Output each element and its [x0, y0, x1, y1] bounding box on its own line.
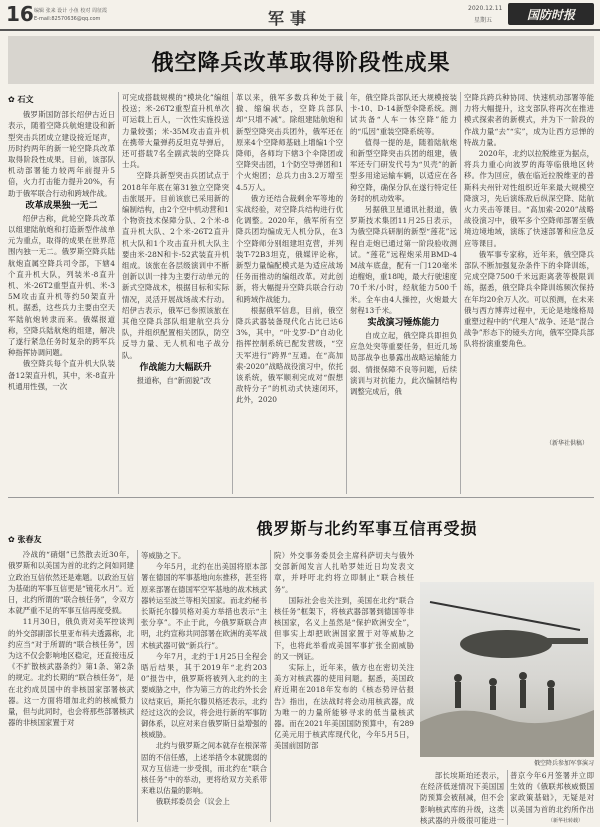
column-divider	[118, 92, 119, 494]
article1-subhead-2: 作战能力大幅跃升	[139, 362, 212, 373]
article1-para: 俄罗斯国防部长绍伊古近日表示，随着空降兵航炮建设和新型突击兵团成立建设接近尾声，历时约两年的新一轮空降兵改革取得阶段性成果。目前，该部队机动部署能力较两年前提升5倍，火力打击能力提升20%，有助于俄军联合行动和跨域作战。	[8, 110, 115, 198]
rotor-icon	[430, 602, 580, 630]
issue-weekday: 星期五	[474, 17, 493, 24]
helicopter-body-shape	[460, 630, 552, 658]
article1-subhead-3: 实战演习锤炼能力	[367, 318, 440, 329]
article1-para: 值得一提的是，随着陆航炮和新型空降突击兵团的组建，俄军还专门研发代号为“贝壳”的新型多用途运输车辆，以适应在各种空降，确保分队在遂行特定任务时的机动效率。	[350, 137, 457, 203]
article2-headline: 俄罗斯与北约军事互信再受损	[256, 519, 478, 538]
article1-para: 年，俄空降兵部队还大规模接装卡-10、D-14新型伞降系统。测试共备“人车一体空降”能力的“瓜因”重装空降系统等。	[350, 93, 457, 136]
column-divider	[270, 550, 271, 822]
article1-column-2	[122, 92, 229, 494]
article2-column-3	[274, 550, 414, 822]
header-rule	[0, 29, 600, 31]
article1-column-1	[8, 92, 115, 494]
column-divider	[460, 92, 461, 494]
page-number: 16	[6, 2, 34, 26]
article2-para: 北约与俄罗斯之间本就存在根深蒂固的不信任感，上述举措令本就脆弱的双方互信进一步受损，而北约在“联合核任务”中的举动，更将给双方关系带来难以估量的影响。	[141, 741, 267, 796]
article1-para: 革以来，俄军多数兵种处于裁撤、缩编状态，空降兵部队却“只增不减”。除组建陆航炮和新型空降突击兵团外，俄军还在原来4个空降师基础上增编1个空降师，各师均下辖3个伞降团或空降突击团，1个防空导弹团和1个火炮团；总兵力由3.2万增至4.5万人。	[236, 93, 343, 192]
article2-column-5	[510, 770, 594, 816]
article1-para: 俄空降兵每个直升机大队装备12架直升机，其中，米-8直升机通用性强，一次	[8, 359, 115, 391]
article1-subhead-1: 改革成果独一无二	[25, 200, 98, 211]
article2-para: 冷战的“硝烟”已然散去近30年，俄罗斯和以美国为首的北约之间如同建立政治互信依然还是难题。以政治互信为基础的军事互信更是“镜花水月”。近日，北约所谓的“联合核任务”，令双方本就严重不足的军事互信再度受损。	[8, 550, 134, 616]
photo-caption: 俄空降兵参加军事演习	[533, 760, 594, 767]
contact-email: E-mail:82570636@qq.com	[34, 16, 101, 22]
article2-para: 今年7月，北约于1月25日全程会晤后结果，其于2019年“北约2030”报告中，俄罗斯将被列入北约的主要威胁之中，作为第三方的北约外长会议结束后，斯托尔滕贝格还表示，北约经过这次的会议，将会进行新的军事防御体系，以应对来自俄罗斯日益增强的核威胁。	[141, 651, 267, 740]
helicopter-photo-art	[420, 582, 594, 757]
article2-author: ✿ 张春友	[8, 535, 42, 544]
article2-para: 院）外交事务委员会主席科萨切夫与俄外交部新闻发言人扎哈罗娃近日均发表文章，并呼吁北约将立即制止“联合核任务”。	[274, 551, 414, 594]
article1-para: 空降兵跨兵种协同、快速机动部署等能力将大幅提升，这支部队将再次在推进模式探索者的新模式，并为下一阶段的作战力量“去”“实”，成为让西方忌惮的特战力量。	[464, 93, 594, 147]
article2-para: 11月30日，俄负责对美军控谈判的外交部副部长里亚布科夫透露称，北约应当“对于所谓的“联合核任务”，因为这不仅会影响地区稳定，还直接违反《不扩散核武器条约》第1条、第2条的规定。北约长期的“联合核任务”，是在北约成员国中的非核国家部署核武器。这一方面将增加北约的核威慑力量，但与此同时，也会将那些部署核武器的非核国家置于对	[8, 617, 134, 728]
article1-headline: 俄空降兵改革取得阶段性成果	[151, 51, 451, 76]
article1-para: 俄方还结合裁剩余军等地的实战经验，对空降兵结构进行优化调整。2020年，俄军所有空降兵团均编成无人机分队，在3个空降师分别组建坦克营，并列装T-72B3坦克，俄媒评论称，新型力量编配模式是为适应战场任务而推动的编组改革。对此创新，将大幅提升空降兵联合行动和跨域作战能力。	[236, 193, 343, 304]
article1-para: 2020年，北约以拉脱维亚为据点，将兵力重心向波罗的海等临俄地区转移。作为回应，俄在临近拉脱维亚的普斯科夫州针对性组织近年来最大规模空降演习，先后演练敌后纵深空降、陆航火力夹击等课目。“高加索-2020”战略战役演习中，俄军多个空降师部署至俄境边境地域，演练了快速部署和应急反应等课目。	[464, 149, 594, 248]
column-divider	[137, 550, 138, 822]
article1-para: 可完成搭载规模的“模块化”编组投送；米-26T2重型直升机单次可运载上百人，一次性实施投送力量较强；米-35M攻击直升机在携带大量弹药反坦克导弹后，还可搭载7名全副武装的空降兵士兵。	[122, 93, 229, 170]
article1-para: 绍伊古称，此轮空降兵改革以组建陆航炮和打造新型作战单元为重点，取得的成果在世界范围内独一无二。俄罗斯空降兵陆航炮直属空降兵司令部，下辖4个直升机大队，列装米-8直升机、米-26T2重型直升机、米-35M攻击直升机等约50架直升机。据悉，这些兵力主要由空天军陆航炮转隶而来。俄媒报道称，空降兵陆航炮的组建，解决了遂行紧急任务时复杂的跨军兵种指挥协调问题。	[8, 213, 115, 358]
article2-para: 实际上，近年来，俄方也在密切关注美方对核武器的使用问题。据悉，美国政府近期在2018年发布的《核态势评估报告》指出，在法战时将会动用核武器，成为唯一的力量所能够寻求的低当量核武器。而在2021年美国国防预算中，有289亿美元用于核武库现代化，今年5月5日，美国前国防部	[274, 663, 414, 751]
article2-para: 普京今年6月签署并立即生效的《俄联邦核威慑国家政策基础》，无疑是对以美国为首的北约所作出	[510, 771, 594, 814]
article2-para: 等威胁之下。	[141, 551, 186, 560]
article1-column-5	[464, 92, 594, 437]
article1-para: 报道称，自“新面貌”改	[136, 375, 211, 385]
article2-para: 国际社会也关注到，美国在北约“联合核任务”框架下，将核武器部署到德国等非核国家，名义上虽然是“保护欧洲安全”，但事实上却把欧洲国家置于对等威胁之下，也将此举看成美国军事扩张全面威胁的又一例证。	[274, 595, 414, 661]
article1-column-3	[236, 92, 343, 494]
article-separator	[8, 497, 594, 498]
issue-date: 2020.12.11	[468, 5, 503, 12]
article1-para: 根据俄军信息，目前，俄空降兵武器装备现代化占比已达63%，其中，“叶戈罗-D”自动化指挥控制系统已配发营级，“空天军进行”跨界“互通。在“高加索-2020”战略战役演习中，依托该系统，俄军顺利完成对“假想敌特分子”的机动式快速闭环，此外，2020	[236, 305, 343, 405]
article1-author: ✿ 石文	[8, 95, 34, 104]
article1-credit: （新华社供稿）	[546, 440, 589, 447]
article1-para: 另据俄卫星通讯社报道，俄罗斯技术集团11月25日表示，为俄空降兵研制的新型“莲花”远程自走炮已通过第一阶段验收测试。“莲花”远程炮采用BMD-4M战车底盘，配有一门120毫米迫榴炮，重18吨，最大行驶速度70千米/小时，经航能力500千米。全车由4人操控，火炮最大射程13千米。	[350, 205, 457, 315]
article1-para: 俄军事专家称，近年来，俄空降兵部队不断加强复杂条件下的伞降训练，完成空降7500千米远距离袭等极限训练，据悉，俄空降兵伞降训练频次保持在年均20余万人次。可以预测，在未来俄与西方博弈过程中，无论是地缘格局重塑过程中的“代理人”战争、还是“混合战争”形态下的镜头方向，俄军空降兵部队将扮演重要角色。	[464, 249, 594, 349]
paper-logo: 国防时报	[508, 3, 594, 25]
article2-column-1	[8, 532, 134, 822]
column-divider	[232, 92, 233, 494]
article1-para: 空降兵新型突击兵团试点于2018年年底在第31独立空降突击旅展开。目前该旅已采用新的编制结构，由2个空中机动营和1个物资技术保障分队、2个米-8直升机大队、2个米-26T2直升机大队和1个攻击直升机大队主要由米-28N和卡-52武装直升机组成。该旅在各层级演训中不断创新以训一排为主要行动单元的新式空降战术，根据目标和实际情况，灵活开展战场战术行动。绍伊古表示，俄军已参照该旅在其他空降兵部队组建航空兵分队，并组织配置相关团队，防空反导力量、无人机和电子战分队。	[122, 171, 229, 360]
ground-shape	[420, 710, 594, 757]
helicopter-tail-shape	[540, 638, 588, 644]
article1-column-4	[350, 92, 457, 494]
article2-column-4	[420, 770, 504, 825]
article2-para: 部长埃斯珀还表示，在经济低迷情况下美国国防预算会被削减，但不会影响核武库的升级，这类核武器的升级很可能进一	[420, 771, 504, 825]
paratrooper-figures	[454, 672, 555, 710]
article2-para: 今年5月，北约在出美国将原本部署在德国的军事基地向东推移，甚至将原来部署在德国军空军基地的战术核武器转运至波兰等相关国家。而北约秘书长斯托尔滕贝格对美方举措也表示“主张分享”。不止于此，今俄罗斯联合声明，北约宣称共同部署在欧洲的美军战术核武器可做“新兵行”。	[141, 562, 267, 650]
article2-credit: （新华社转载）	[548, 818, 584, 824]
staff-credits: 编辑 张来 设计 小鱼 校对 周征霞	[34, 8, 107, 14]
column-divider	[346, 92, 347, 494]
article2-column-2	[141, 550, 267, 822]
article2-para: 俄联邦委员会（议会上	[155, 797, 230, 807]
section-title: 军事	[268, 9, 313, 28]
article1-para: 自成立起，俄空降兵即担负应急处突等重要任务，但近几场局部战争也暴露出战略运输能力弱、情报保障不良等问题，后续演训与对抗能力，此次编制结构调整完成后，俄	[350, 331, 457, 397]
helicopter-photo	[420, 582, 594, 757]
column-divider	[507, 770, 508, 825]
